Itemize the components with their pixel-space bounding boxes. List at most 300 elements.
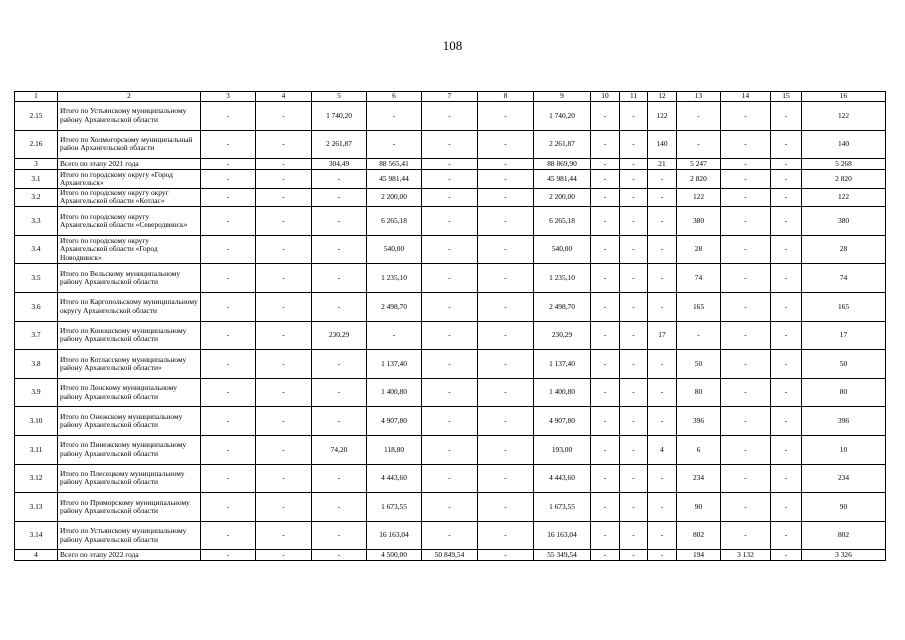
value-cell: - <box>201 159 256 170</box>
value-cell: - <box>478 350 534 379</box>
value-cell: - <box>721 207 771 236</box>
value-cell: - <box>201 321 256 350</box>
value-cell: - <box>648 464 677 493</box>
value-cell: - <box>312 378 367 407</box>
value-cell: 540,00 <box>367 235 422 264</box>
value-cell: - <box>256 493 312 522</box>
row-name-cell: Итого по Каргопольскому муниципальному округу Архангельской области <box>58 292 201 321</box>
value-cell: 396 <box>802 407 886 436</box>
row-number-cell: 3.3 <box>15 207 58 236</box>
value-cell: - <box>771 521 802 550</box>
value-cell: - <box>721 321 771 350</box>
value-cell: 2 200,00 <box>534 188 591 207</box>
value-cell: - <box>478 435 534 464</box>
row-name-cell: Итого по городскому округу Архангельской области «Северодвинск» <box>58 207 201 236</box>
header-cell: 13 <box>677 92 721 102</box>
row-number-cell: 3.7 <box>15 321 58 350</box>
value-cell: - <box>677 321 721 350</box>
value-cell: 165 <box>802 292 886 321</box>
value-cell: - <box>721 435 771 464</box>
header-cell: 10 <box>591 92 620 102</box>
value-cell: - <box>312 264 367 293</box>
header-cell: 12 <box>648 92 677 102</box>
row-name-cell: Итого по Пинежскому муниципальному району Архангельской области <box>58 435 201 464</box>
row-number-cell: 3.11 <box>15 435 58 464</box>
value-cell: - <box>721 159 771 170</box>
table-row <box>15 493 886 522</box>
value-cell: - <box>771 550 802 561</box>
value-cell: 50 849,54 <box>422 550 478 561</box>
value-cell: - <box>771 350 802 379</box>
value-cell: - <box>620 264 648 293</box>
header-cell: 9 <box>534 92 591 102</box>
value-cell: - <box>721 188 771 207</box>
value-cell: - <box>422 102 478 131</box>
value-cell: 1 400,80 <box>367 378 422 407</box>
row-name-cell: Итого по Онежскому муниципальному району Архангельской области <box>58 407 201 436</box>
value-cell: 122 <box>802 188 886 207</box>
value-cell: - <box>721 264 771 293</box>
value-cell: - <box>422 378 478 407</box>
value-cell: 74 <box>677 264 721 293</box>
value-cell: - <box>256 235 312 264</box>
value-cell: 140 <box>802 130 886 159</box>
value-cell: - <box>201 292 256 321</box>
value-cell: - <box>256 407 312 436</box>
value-cell: - <box>422 407 478 436</box>
value-cell: 304,49 <box>312 159 367 170</box>
value-cell: 5 268 <box>802 159 886 170</box>
row-number-cell: 3.2 <box>15 188 58 207</box>
value-cell: 396 <box>677 407 721 436</box>
value-cell: 122 <box>802 102 886 131</box>
table-row <box>15 464 886 493</box>
value-cell: - <box>478 102 534 131</box>
value-cell: 2 261,87 <box>312 130 367 159</box>
value-cell: - <box>256 159 312 170</box>
value-cell: - <box>620 170 648 189</box>
value-cell: - <box>201 350 256 379</box>
value-cell: 16 163,04 <box>534 521 591 550</box>
table-row <box>15 159 886 170</box>
value-cell: - <box>771 264 802 293</box>
table-row <box>15 264 886 293</box>
value-cell: 4 907,80 <box>534 407 591 436</box>
value-cell: 90 <box>802 493 886 522</box>
value-cell: 380 <box>677 207 721 236</box>
value-cell: - <box>648 550 677 561</box>
value-cell: - <box>256 550 312 561</box>
header-cell: 3 <box>201 92 256 102</box>
value-cell: - <box>256 207 312 236</box>
header-cell: 2 <box>58 92 201 102</box>
value-cell: - <box>591 235 620 264</box>
table-row <box>15 130 886 159</box>
value-cell: - <box>312 550 367 561</box>
value-cell: 74,20 <box>312 435 367 464</box>
value-cell: - <box>721 102 771 131</box>
value-cell: 802 <box>802 521 886 550</box>
header-cell: 14 <box>721 92 771 102</box>
value-cell: - <box>478 264 534 293</box>
value-cell: - <box>312 350 367 379</box>
value-cell: 80 <box>802 378 886 407</box>
value-cell: - <box>591 550 620 561</box>
value-cell: 3 326 <box>802 550 886 561</box>
value-cell: 16 163,04 <box>367 521 422 550</box>
row-number-cell: 3.5 <box>15 264 58 293</box>
value-cell: - <box>256 435 312 464</box>
value-cell: - <box>771 464 802 493</box>
value-cell: - <box>620 130 648 159</box>
value-cell: - <box>256 264 312 293</box>
value-cell: - <box>591 188 620 207</box>
value-cell: - <box>312 493 367 522</box>
value-cell: - <box>201 464 256 493</box>
value-cell: - <box>620 464 648 493</box>
value-cell: 28 <box>677 235 721 264</box>
value-cell: - <box>620 407 648 436</box>
row-name-cell: Итого по городскому округу Архангельской области «Город Новодвинск» <box>58 235 201 264</box>
value-cell: - <box>721 378 771 407</box>
header-cell: 15 <box>771 92 802 102</box>
value-cell: - <box>620 235 648 264</box>
value-cell: - <box>620 350 648 379</box>
value-cell: 88 869,90 <box>534 159 591 170</box>
value-cell: - <box>620 159 648 170</box>
value-cell: 21 <box>648 159 677 170</box>
value-cell: - <box>312 170 367 189</box>
value-cell: - <box>422 292 478 321</box>
value-cell: 1 137,40 <box>367 350 422 379</box>
table-row <box>15 207 886 236</box>
value-cell: - <box>478 493 534 522</box>
row-number-cell: 2.15 <box>15 102 58 131</box>
row-number-cell: 2.16 <box>15 130 58 159</box>
value-cell: - <box>591 521 620 550</box>
row-number-cell: 3.12 <box>15 464 58 493</box>
value-cell: 230,29 <box>312 321 367 350</box>
table-row <box>15 235 886 264</box>
data-table <box>14 91 886 561</box>
row-name-cell: Итого по Ленскому муниципальному району Архангельской области <box>58 378 201 407</box>
table-row <box>15 292 886 321</box>
value-cell: - <box>201 170 256 189</box>
value-cell: - <box>648 188 677 207</box>
value-cell: 234 <box>677 464 721 493</box>
value-cell: - <box>721 130 771 159</box>
value-cell: 1 235,10 <box>534 264 591 293</box>
value-cell: - <box>591 130 620 159</box>
value-cell: - <box>771 407 802 436</box>
value-cell: - <box>721 521 771 550</box>
value-cell: - <box>591 321 620 350</box>
row-number-cell: 3.8 <box>15 350 58 379</box>
value-cell: - <box>256 350 312 379</box>
row-name-cell: Итого по Котласскому муниципальному району Архангельской области» <box>58 350 201 379</box>
value-cell: - <box>256 321 312 350</box>
header-cell: 8 <box>478 92 534 102</box>
row-number-cell: 3.1 <box>15 170 58 189</box>
value-cell: - <box>771 159 802 170</box>
value-cell: 28 <box>802 235 886 264</box>
row-number-cell: 3.9 <box>15 378 58 407</box>
value-cell: 380 <box>802 207 886 236</box>
value-cell: 2 200,00 <box>367 188 422 207</box>
value-cell: - <box>312 235 367 264</box>
value-cell: - <box>312 188 367 207</box>
value-cell: - <box>422 435 478 464</box>
value-cell: - <box>312 407 367 436</box>
value-cell: 45 981,44 <box>367 170 422 189</box>
value-cell: - <box>591 378 620 407</box>
value-cell: - <box>771 188 802 207</box>
value-cell: 6 265,18 <box>367 207 422 236</box>
value-cell: - <box>677 130 721 159</box>
value-cell: - <box>648 264 677 293</box>
value-cell: 122 <box>648 102 677 131</box>
value-cell: - <box>201 407 256 436</box>
value-cell: 50 <box>677 350 721 379</box>
value-cell: - <box>201 188 256 207</box>
value-cell: - <box>422 521 478 550</box>
header-cell: 1 <box>15 92 58 102</box>
value-cell: - <box>771 207 802 236</box>
row-number-cell: 3.10 <box>15 407 58 436</box>
value-cell: - <box>771 235 802 264</box>
value-cell: - <box>648 170 677 189</box>
table-row <box>15 521 886 550</box>
value-cell: - <box>422 207 478 236</box>
value-cell: 2 820 <box>677 170 721 189</box>
header-cell: 16 <box>802 92 886 102</box>
value-cell: - <box>256 188 312 207</box>
row-name-cell: Итого по городскому округу «Город Архангельск» <box>58 170 201 189</box>
table-row <box>15 550 886 561</box>
value-cell: - <box>422 350 478 379</box>
value-cell: - <box>591 159 620 170</box>
row-name-cell: Всего по этапу 2022 года <box>58 550 201 561</box>
row-name-cell: Итого по Холмогорскому муниципальный район Архангельской области <box>58 130 201 159</box>
value-cell: - <box>478 321 534 350</box>
value-cell: - <box>201 235 256 264</box>
value-cell: - <box>201 550 256 561</box>
value-cell: - <box>256 378 312 407</box>
value-cell: - <box>422 235 478 264</box>
value-cell: - <box>478 521 534 550</box>
value-cell: - <box>721 350 771 379</box>
header-cell: 5 <box>312 92 367 102</box>
value-cell: - <box>256 102 312 131</box>
value-cell: - <box>620 321 648 350</box>
value-cell: - <box>721 235 771 264</box>
value-cell: 45 981,44 <box>534 170 591 189</box>
value-cell: 540,00 <box>534 235 591 264</box>
table-row <box>15 378 886 407</box>
value-cell: - <box>367 321 422 350</box>
value-cell: - <box>201 102 256 131</box>
row-name-cell: Итого по Приморскому муниципальному району Архангельской области <box>58 493 201 522</box>
value-cell: - <box>648 350 677 379</box>
value-cell: 6 <box>677 435 721 464</box>
value-cell: - <box>201 207 256 236</box>
value-cell: 2 498,70 <box>367 292 422 321</box>
row-number-cell: 3.6 <box>15 292 58 321</box>
value-cell: 4 443,60 <box>534 464 591 493</box>
row-name-cell: Итого по Плесецкому муниципальному району Архангельской области <box>58 464 201 493</box>
value-cell: - <box>591 407 620 436</box>
value-cell: - <box>478 407 534 436</box>
value-cell: - <box>721 292 771 321</box>
value-cell: - <box>201 378 256 407</box>
value-cell: - <box>620 207 648 236</box>
value-cell: - <box>478 207 534 236</box>
value-cell: - <box>367 102 422 131</box>
value-cell: - <box>648 407 677 436</box>
table-row <box>15 435 886 464</box>
value-cell: 80 <box>677 378 721 407</box>
value-cell: - <box>478 235 534 264</box>
value-cell: 4 907,80 <box>367 407 422 436</box>
value-cell: - <box>648 378 677 407</box>
row-number-cell: 3.14 <box>15 521 58 550</box>
value-cell: - <box>256 521 312 550</box>
value-cell: - <box>478 464 534 493</box>
value-cell: - <box>422 321 478 350</box>
value-cell: 55 349,54 <box>534 550 591 561</box>
value-cell: - <box>422 264 478 293</box>
value-cell: 74 <box>802 264 886 293</box>
value-cell: - <box>591 464 620 493</box>
row-name-cell: Итого по Устьянскому муниципальному району Архангельской области <box>58 521 201 550</box>
value-cell: - <box>620 521 648 550</box>
value-cell: - <box>478 292 534 321</box>
value-cell: 17 <box>802 321 886 350</box>
value-cell: - <box>591 102 620 131</box>
value-cell: - <box>620 188 648 207</box>
value-cell: - <box>256 170 312 189</box>
header-cell: 4 <box>256 92 312 102</box>
row-name-cell: Итого по Вельскому муниципальному району Архангельской области <box>58 264 201 293</box>
value-cell: 4 <box>648 435 677 464</box>
value-cell: 122 <box>677 188 721 207</box>
value-cell: - <box>620 102 648 131</box>
page-number: 108 <box>442 38 463 53</box>
value-cell: 2 498,70 <box>534 292 591 321</box>
value-cell: - <box>648 207 677 236</box>
table-row <box>15 188 886 207</box>
value-cell: 5 247 <box>677 159 721 170</box>
value-cell: - <box>620 378 648 407</box>
value-cell: - <box>771 102 802 131</box>
value-cell: 165 <box>677 292 721 321</box>
value-cell: 1 137,40 <box>534 350 591 379</box>
value-cell: 1 673,55 <box>534 493 591 522</box>
value-cell: - <box>721 407 771 436</box>
table-row <box>15 321 886 350</box>
value-cell: 140 <box>648 130 677 159</box>
value-cell: 2 261,87 <box>534 130 591 159</box>
value-cell: - <box>422 130 478 159</box>
value-cell: - <box>312 292 367 321</box>
value-cell: - <box>422 493 478 522</box>
value-cell: - <box>771 321 802 350</box>
table-row <box>15 102 886 131</box>
value-cell: - <box>771 493 802 522</box>
value-cell: - <box>201 521 256 550</box>
value-cell: - <box>478 170 534 189</box>
value-cell: - <box>591 292 620 321</box>
value-cell: - <box>201 130 256 159</box>
value-cell: - <box>478 130 534 159</box>
value-cell: - <box>648 493 677 522</box>
value-cell: - <box>201 264 256 293</box>
value-cell: 802 <box>677 521 721 550</box>
value-cell: - <box>201 493 256 522</box>
value-cell: - <box>648 235 677 264</box>
value-cell: - <box>591 170 620 189</box>
value-cell: - <box>478 159 534 170</box>
value-cell: - <box>422 188 478 207</box>
value-cell: 194 <box>677 550 721 561</box>
header-cell: 6 <box>367 92 422 102</box>
value-cell: - <box>478 378 534 407</box>
value-cell: - <box>312 207 367 236</box>
value-cell: - <box>620 550 648 561</box>
value-cell: 1 673,55 <box>367 493 422 522</box>
value-cell: - <box>620 493 648 522</box>
value-cell: - <box>591 207 620 236</box>
value-cell: 234 <box>802 464 886 493</box>
header-row <box>15 92 886 102</box>
value-cell: - <box>771 378 802 407</box>
value-cell: - <box>771 170 802 189</box>
value-cell: - <box>422 464 478 493</box>
value-cell: 2 820 <box>802 170 886 189</box>
value-cell: - <box>201 435 256 464</box>
value-cell: 230,29 <box>534 321 591 350</box>
value-cell: 3 132 <box>721 550 771 561</box>
value-cell: - <box>721 464 771 493</box>
value-cell: 1 740,20 <box>534 102 591 131</box>
value-cell: - <box>771 130 802 159</box>
value-cell: 90 <box>677 493 721 522</box>
value-cell: 4 443,60 <box>367 464 422 493</box>
value-cell: 4 500,00 <box>367 550 422 561</box>
value-cell: - <box>256 292 312 321</box>
value-cell: - <box>422 170 478 189</box>
table-body <box>15 92 886 561</box>
value-cell: - <box>771 435 802 464</box>
value-cell: - <box>648 521 677 550</box>
value-cell: - <box>367 130 422 159</box>
row-number-cell: 3.4 <box>15 235 58 264</box>
value-cell: 10 <box>802 435 886 464</box>
value-cell: - <box>312 464 367 493</box>
value-cell: - <box>721 170 771 189</box>
value-cell: - <box>422 159 478 170</box>
row-name-cell: Итого по Устьянскому муниципальному району Архангельской области <box>58 102 201 131</box>
value-cell: - <box>478 188 534 207</box>
value-cell: - <box>648 292 677 321</box>
value-cell: 1 235,10 <box>367 264 422 293</box>
value-cell: - <box>256 464 312 493</box>
header-cell: 11 <box>620 92 648 102</box>
row-name-cell: Всего по этапу 2021 года <box>58 159 201 170</box>
value-cell: 17 <box>648 321 677 350</box>
value-cell: 1 400,80 <box>534 378 591 407</box>
value-cell: 1 740,20 <box>312 102 367 131</box>
